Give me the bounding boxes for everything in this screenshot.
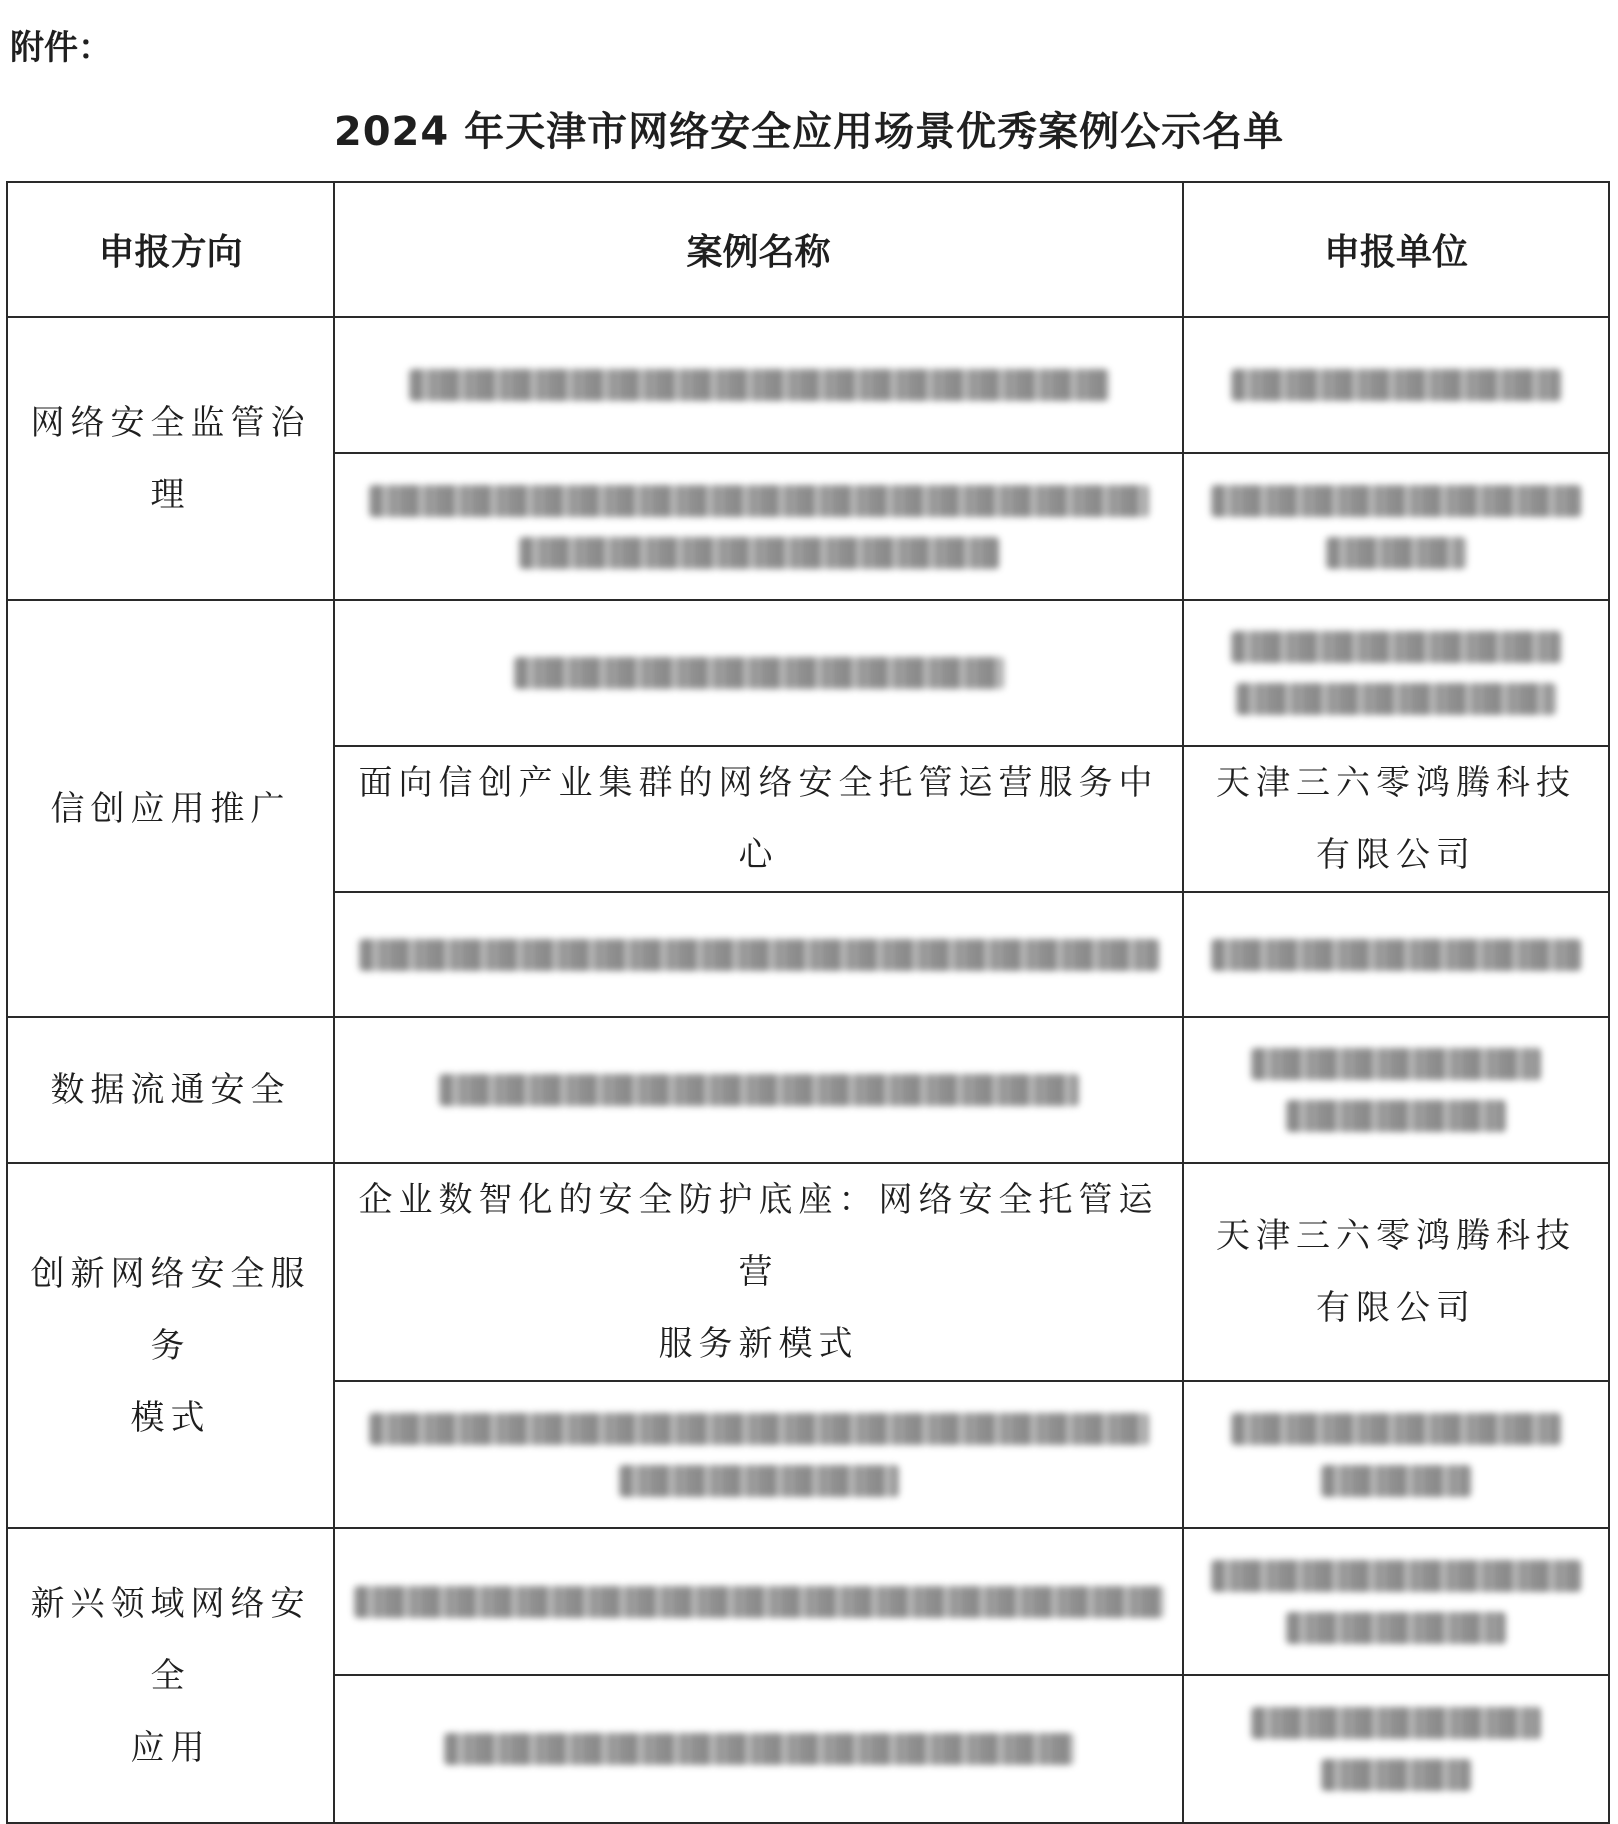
case-cell-redacted [334, 892, 1183, 1017]
redacted-text [1251, 1048, 1541, 1080]
redacted-text [369, 1413, 1149, 1445]
header-unit: 申报单位 [1183, 182, 1609, 317]
case-cell: 面向信创产业集群的网络安全托管运营服务中心 [334, 746, 1183, 892]
unit-cell-redacted [1183, 317, 1609, 453]
table-row [7, 1017, 1609, 1163]
redacted-text [1211, 939, 1581, 971]
unit-line: 天津三六零鸿腾科技 [1216, 1216, 1576, 1256]
redacted-text [1211, 1560, 1581, 1592]
case-cell [334, 1163, 1183, 1381]
page-title: 2024 年天津市网络安全应用场景优秀案例公示名单 [333, 109, 1285, 155]
table-row [7, 600, 1609, 746]
redacted-text [619, 1465, 899, 1497]
case-cell-redacted [334, 453, 1183, 600]
unit-cell-redacted [1183, 600, 1609, 746]
redacted-text [514, 657, 1004, 689]
attachment-label: 附件： [10, 28, 112, 68]
header-case-name: 案例名称 [334, 182, 1183, 317]
redacted-text [359, 939, 1159, 971]
redacted-text [1321, 1759, 1471, 1791]
case-line: 企业数智化的安全防护底座：网络安全托管运营 [358, 1180, 1159, 1292]
case-cell-redacted [334, 1675, 1183, 1823]
redacted-text [1251, 1707, 1541, 1739]
case-list-table [6, 181, 1610, 1824]
direction-line: 新兴领域网络安全 [30, 1583, 311, 1696]
unit-cell-redacted [1183, 892, 1609, 1017]
redacted-text [439, 1074, 1079, 1106]
redacted-text [1321, 1465, 1471, 1497]
direction-cell: 数据流通安全 [7, 1017, 334, 1163]
unit-line: 有限公司 [1316, 835, 1476, 875]
direction-line: 创新网络安全服务 [30, 1253, 311, 1366]
unit-cell-redacted [1183, 1675, 1609, 1823]
redacted-text [354, 1586, 1164, 1618]
table-header-row [7, 182, 1609, 317]
direction-cell [7, 1163, 334, 1528]
redacted-text [1211, 485, 1581, 517]
unit-cell [1183, 746, 1609, 892]
table-row [7, 317, 1609, 453]
case-cell-redacted [334, 1381, 1183, 1528]
redacted-text [1231, 631, 1561, 663]
direction-cell: 网络安全监管治理 [7, 317, 334, 600]
redacted-text [369, 485, 1149, 517]
case-cell-redacted [334, 1017, 1183, 1163]
case-line: 服务新模式 [658, 1324, 859, 1364]
unit-line: 有限公司 [1316, 1288, 1476, 1328]
unit-cell-redacted [1183, 453, 1609, 600]
unit-cell [1183, 1163, 1609, 1381]
redacted-text [1326, 537, 1466, 569]
table-row [7, 1528, 1609, 1675]
header-direction: 申报方向 [7, 182, 334, 317]
direction-cell [7, 1528, 334, 1823]
redacted-text [444, 1733, 1074, 1765]
table-row [7, 1163, 1609, 1381]
redacted-text [1231, 1413, 1561, 1445]
unit-cell-redacted [1183, 1528, 1609, 1675]
direction-cell: 信创应用推广 [7, 600, 334, 1017]
redacted-text [409, 369, 1109, 401]
case-cell-redacted [334, 600, 1183, 746]
redacted-text [1286, 1100, 1506, 1132]
redacted-text [519, 537, 999, 569]
redacted-text [1236, 683, 1556, 715]
redacted-text [1231, 369, 1561, 401]
case-cell-redacted [334, 317, 1183, 453]
redacted-text [1286, 1612, 1506, 1644]
case-cell-redacted [334, 1528, 1183, 1675]
unit-line: 天津三六零鸿腾科技 [1216, 763, 1576, 803]
unit-cell-redacted [1183, 1017, 1609, 1163]
unit-cell-redacted [1183, 1381, 1609, 1528]
direction-line: 模式 [130, 1397, 211, 1438]
direction-line: 应用 [130, 1727, 211, 1768]
